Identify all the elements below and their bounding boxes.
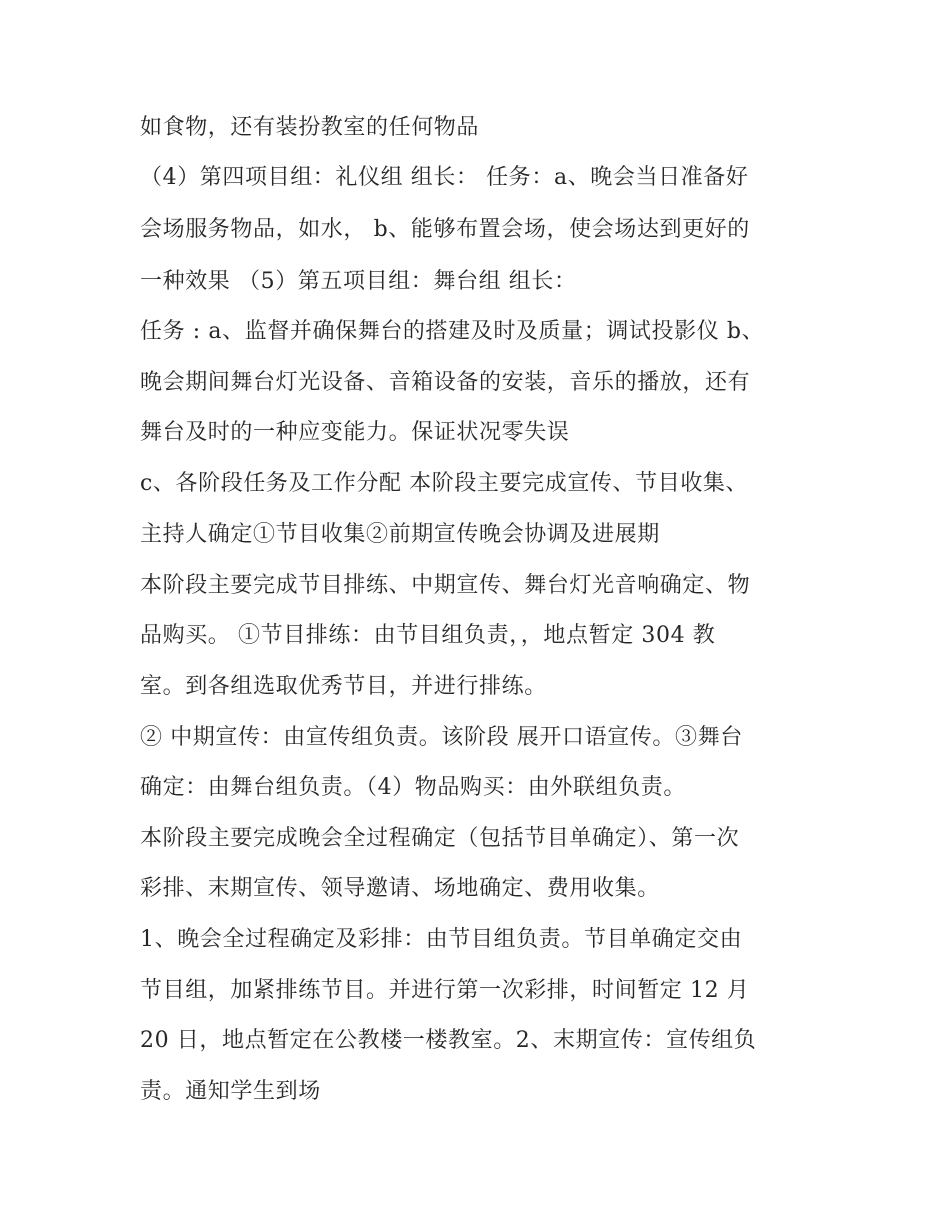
text-line-18: 节目组，加紧排练节目。并进行第一次彩排，时间暂定 12 月 [140, 978, 750, 1003]
text-line-2: （4）第四项目组：礼仪组 组长： 任务：a、晚会当日准备好 [140, 165, 749, 190]
text-line-17: 1、晚会全过程确定及彩排：由节目组负责。节目单确定交由 [140, 927, 743, 952]
text-line-15: 本阶段主要完成晚会全过程确定（包括节目单确定）、第一次 [140, 826, 740, 851]
text-line-4: 一种效果 （5）第五项目组：舞台组 组长： [140, 269, 577, 294]
text-line-20: 责。通知学生到场 [140, 1079, 321, 1104]
text-line-3: 会场服务物品，如水， b、能够布置会场，使会场达到更好的 [140, 217, 750, 242]
text-line-19: 20 日，地点暂定在公教楼一楼教室。2、末期宣传：宣传组负 [140, 1028, 757, 1053]
text-line-16: 彩排、末期宣传、领导邀请、场地确定、费用收集。 [140, 876, 660, 901]
text-line-7: 舞台及时的一种应变能力。保证状况零失误 [140, 420, 570, 445]
text-line-1: 如食物，还有装扮教室的任何物品 [140, 115, 480, 140]
text-line-9: 主持人确定①节目收集②前期宣传晚会协调及进展期 [140, 522, 660, 547]
text-line-13: ② 中期宣传：由宣传组负责。该阶段 展开口语宣传。③舞台 [140, 725, 743, 750]
text-line-11: 品购买。 ①节目排练：由节目组负责，，地点暂定 304 教 [140, 623, 716, 648]
text-line-8: c、各阶段任务及工作分配 本阶段主要完成宣传、节目收集、 [140, 471, 749, 496]
text-line-6: 晚会期间舞台灯光设备、音箱设备的安装，音乐的播放，还有 [140, 370, 751, 395]
text-line-12: 室。到各组选取优秀节目，并进行排练。 [140, 674, 547, 699]
text-line-14: 确定：由舞台组负责。（4）物品购买：由外联组负责。 [140, 775, 686, 800]
text-line-5: 任务 : a、监督并确保舞台的搭建及时及质量；调试投影仪 b、 [140, 319, 765, 344]
text-line-10: 本阶段主要完成节目排练、中期宣传、舞台灯光音响确定、物 [140, 573, 751, 598]
